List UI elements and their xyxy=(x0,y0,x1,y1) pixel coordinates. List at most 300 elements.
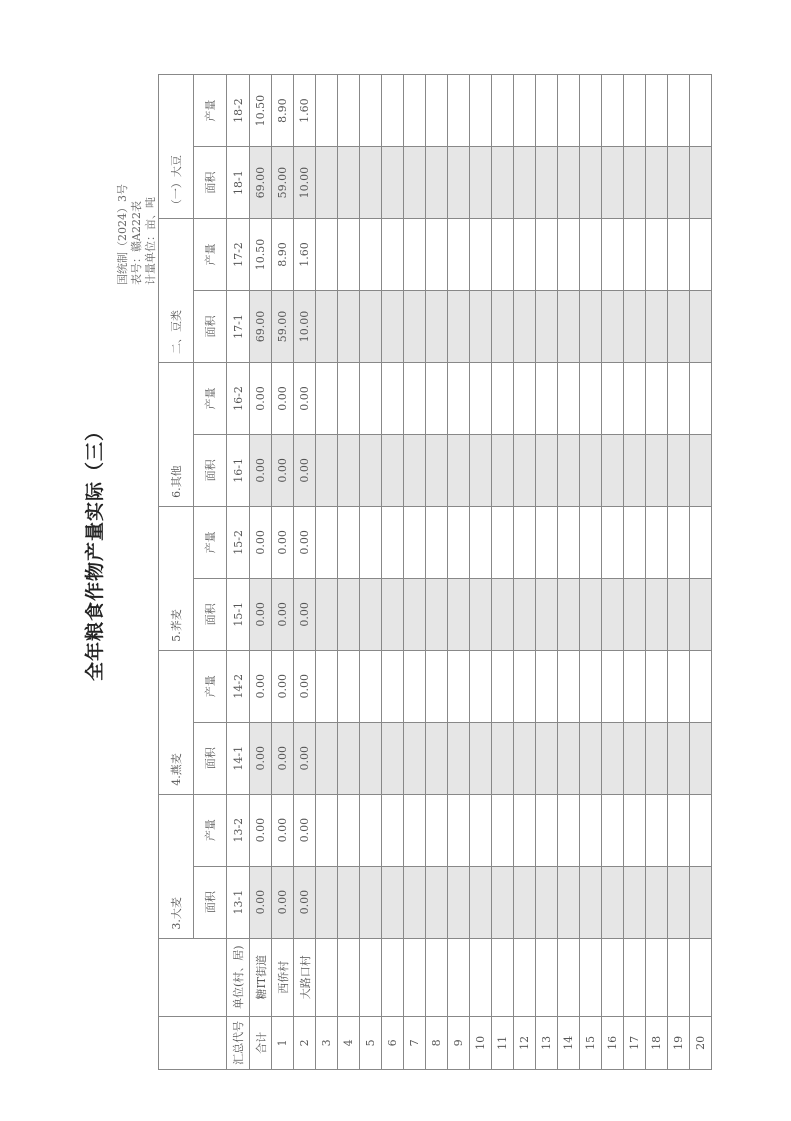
value-cell xyxy=(580,794,602,866)
value-cell xyxy=(360,434,382,506)
area-header: 面积 xyxy=(194,578,227,650)
value-cell xyxy=(690,506,712,578)
value-cell xyxy=(470,578,492,650)
value-cell: 0.00 xyxy=(250,722,272,794)
value-cell xyxy=(338,722,360,794)
value-cell xyxy=(646,219,668,291)
value-cell xyxy=(624,362,646,434)
value-cell xyxy=(536,434,558,506)
value-cell xyxy=(690,722,712,794)
value-cell xyxy=(316,75,338,147)
value-cell: 0.00 xyxy=(294,434,316,506)
value-cell xyxy=(646,650,668,722)
page-title: 全年粮食作物产量实际（三） xyxy=(84,421,106,682)
value-cell xyxy=(426,506,448,578)
value-cell: 0.00 xyxy=(272,866,294,938)
value-cell xyxy=(492,506,514,578)
value-cell xyxy=(668,650,690,722)
value-cell xyxy=(426,650,448,722)
value-cell xyxy=(580,291,602,363)
value-cell xyxy=(448,75,470,147)
value-cell xyxy=(492,362,514,434)
column-code: 15-1 xyxy=(227,578,250,650)
value-cell xyxy=(448,866,470,938)
value-cell xyxy=(580,362,602,434)
value-cell xyxy=(668,291,690,363)
value-cell xyxy=(646,866,668,938)
table-row xyxy=(448,75,470,1070)
value-cell: 0.00 xyxy=(250,434,272,506)
value-cell xyxy=(646,578,668,650)
value-cell xyxy=(492,866,514,938)
value-cell xyxy=(624,434,646,506)
row-code: 16 xyxy=(602,1016,624,1069)
value-cell xyxy=(360,722,382,794)
value-cell: 0.00 xyxy=(294,362,316,434)
value-cell xyxy=(470,434,492,506)
table-row xyxy=(514,75,536,1070)
table-row xyxy=(250,75,272,1070)
value-cell xyxy=(316,291,338,363)
row-code: 5 xyxy=(360,1016,382,1069)
value-cell xyxy=(624,578,646,650)
value-cell xyxy=(382,362,404,434)
value-cell xyxy=(558,866,580,938)
row-unit-name xyxy=(316,938,338,1016)
row-code: 13 xyxy=(536,1016,558,1069)
value-cell xyxy=(492,219,514,291)
table-row xyxy=(470,75,492,1070)
value-cell xyxy=(492,650,514,722)
value-cell xyxy=(624,650,646,722)
row-unit-name xyxy=(624,938,646,1016)
form-table-number: 表号：赣A222表 xyxy=(130,201,143,285)
value-cell xyxy=(602,75,624,147)
table-row xyxy=(382,75,404,1070)
value-cell xyxy=(360,291,382,363)
value-cell xyxy=(448,291,470,363)
value-cell: 59.00 xyxy=(272,147,294,219)
row-unit-name xyxy=(558,938,580,1016)
value-cell xyxy=(580,147,602,219)
row-code: 12 xyxy=(514,1016,536,1069)
output-header: 产量 xyxy=(194,362,227,434)
value-cell xyxy=(382,794,404,866)
value-cell xyxy=(426,75,448,147)
column-code: 18-2 xyxy=(227,75,250,147)
table-row xyxy=(690,75,712,1070)
value-cell: 0.00 xyxy=(250,362,272,434)
value-cell xyxy=(602,650,624,722)
value-cell xyxy=(426,291,448,363)
value-cell xyxy=(492,794,514,866)
value-cell: 10.00 xyxy=(294,291,316,363)
value-cell xyxy=(316,578,338,650)
value-cell xyxy=(690,75,712,147)
value-cell xyxy=(580,506,602,578)
value-cell xyxy=(514,434,536,506)
value-cell xyxy=(646,794,668,866)
value-cell xyxy=(316,506,338,578)
row-code: 19 xyxy=(668,1016,690,1069)
value-cell xyxy=(624,722,646,794)
value-cell xyxy=(602,722,624,794)
row-unit-name: 西侨村 xyxy=(272,938,294,1016)
value-cell: 0.00 xyxy=(272,362,294,434)
area-header: 面积 xyxy=(194,866,227,938)
value-cell xyxy=(690,866,712,938)
value-cell xyxy=(404,75,426,147)
value-cell xyxy=(448,362,470,434)
value-cell xyxy=(558,506,580,578)
value-cell xyxy=(316,362,338,434)
row-unit-name xyxy=(470,938,492,1016)
table-row xyxy=(536,75,558,1070)
value-cell xyxy=(470,291,492,363)
value-cell: 10.50 xyxy=(250,75,272,147)
table-row xyxy=(294,75,316,1070)
value-cell xyxy=(602,866,624,938)
row-code: 15 xyxy=(580,1016,602,1069)
value-cell xyxy=(514,147,536,219)
measurement-unit: 计量单位：亩、吨 xyxy=(144,197,157,285)
value-cell xyxy=(558,434,580,506)
value-cell xyxy=(690,219,712,291)
value-cell xyxy=(602,362,624,434)
column-code: 18-1 xyxy=(227,147,250,219)
value-cell xyxy=(514,219,536,291)
value-cell xyxy=(360,362,382,434)
row-unit-name xyxy=(536,938,558,1016)
value-cell xyxy=(426,866,448,938)
value-cell xyxy=(338,147,360,219)
row-unit-name xyxy=(690,938,712,1016)
table-row xyxy=(624,75,646,1070)
row-code: 20 xyxy=(690,1016,712,1069)
output-header: 产量 xyxy=(194,75,227,147)
value-cell: 0.00 xyxy=(272,506,294,578)
value-cell xyxy=(646,506,668,578)
row-code: 7 xyxy=(404,1016,426,1069)
value-cell xyxy=(470,722,492,794)
value-cell xyxy=(690,147,712,219)
value-cell xyxy=(448,794,470,866)
output-header: 产量 xyxy=(194,794,227,866)
value-cell xyxy=(360,866,382,938)
row-unit-name xyxy=(668,938,690,1016)
value-cell xyxy=(426,362,448,434)
value-cell xyxy=(690,434,712,506)
value-cell xyxy=(580,75,602,147)
value-cell xyxy=(426,219,448,291)
value-cell xyxy=(668,722,690,794)
table-row xyxy=(404,75,426,1070)
column-code: 16-2 xyxy=(227,362,250,434)
value-cell xyxy=(514,650,536,722)
row-unit-name xyxy=(426,938,448,1016)
row-code: 合计 xyxy=(250,1016,272,1069)
value-cell: 0.00 xyxy=(272,578,294,650)
row-unit-name xyxy=(382,938,404,1016)
row-unit-name xyxy=(646,938,668,1016)
value-cell xyxy=(646,434,668,506)
output-header: 产量 xyxy=(194,650,227,722)
value-cell: 0.00 xyxy=(250,794,272,866)
value-cell xyxy=(316,147,338,219)
value-cell xyxy=(558,362,580,434)
row-unit-name xyxy=(492,938,514,1016)
row-unit-name: 大路口村 xyxy=(294,938,316,1016)
value-cell xyxy=(492,434,514,506)
value-cell xyxy=(514,362,536,434)
value-cell xyxy=(580,219,602,291)
value-cell xyxy=(338,291,360,363)
value-cell xyxy=(338,362,360,434)
value-cell: 59.00 xyxy=(272,291,294,363)
column-code: 14-1 xyxy=(227,722,250,794)
value-cell: 0.00 xyxy=(272,434,294,506)
value-cell xyxy=(382,219,404,291)
table-row xyxy=(558,75,580,1070)
row-code: 4 xyxy=(338,1016,360,1069)
value-cell xyxy=(470,219,492,291)
value-cell xyxy=(404,866,426,938)
table-row xyxy=(580,75,602,1070)
table-row xyxy=(316,75,338,1070)
value-cell: 10.50 xyxy=(250,219,272,291)
row-unit-name xyxy=(448,938,470,1016)
column-code: 17-1 xyxy=(227,291,250,363)
value-cell xyxy=(602,147,624,219)
value-cell xyxy=(382,722,404,794)
value-cell xyxy=(404,362,426,434)
value-cell xyxy=(558,578,580,650)
value-cell xyxy=(470,75,492,147)
row-code: 10 xyxy=(470,1016,492,1069)
value-cell xyxy=(580,578,602,650)
value-cell xyxy=(470,650,492,722)
value-cell xyxy=(602,578,624,650)
row-code: 14 xyxy=(558,1016,580,1069)
value-cell xyxy=(514,722,536,794)
value-cell xyxy=(536,75,558,147)
value-cell xyxy=(624,219,646,291)
value-cell xyxy=(514,506,536,578)
value-cell xyxy=(360,75,382,147)
value-cell xyxy=(558,75,580,147)
value-cell xyxy=(426,434,448,506)
value-cell xyxy=(536,291,558,363)
value-cell xyxy=(448,650,470,722)
value-cell xyxy=(690,578,712,650)
value-cell: 0.00 xyxy=(294,578,316,650)
value-cell xyxy=(514,75,536,147)
group-header-buckwheat: 5.荞麦 xyxy=(159,506,194,650)
value-cell: 1.60 xyxy=(294,219,316,291)
value-cell: 0.00 xyxy=(250,866,272,938)
value-cell xyxy=(382,650,404,722)
value-cell xyxy=(624,291,646,363)
value-cell xyxy=(602,794,624,866)
column-code: 17-2 xyxy=(227,219,250,291)
value-cell xyxy=(668,434,690,506)
value-cell xyxy=(448,722,470,794)
value-cell xyxy=(404,650,426,722)
area-header: 面积 xyxy=(194,722,227,794)
value-cell xyxy=(558,722,580,794)
value-cell xyxy=(558,291,580,363)
value-cell xyxy=(536,219,558,291)
value-cell xyxy=(580,650,602,722)
row-code: 8 xyxy=(426,1016,448,1069)
value-cell xyxy=(404,722,426,794)
value-cell xyxy=(602,291,624,363)
value-cell xyxy=(646,362,668,434)
value-cell xyxy=(668,75,690,147)
value-cell: 0.00 xyxy=(250,650,272,722)
value-cell xyxy=(536,578,558,650)
value-cell xyxy=(360,650,382,722)
row-code: 1 xyxy=(272,1016,294,1069)
value-cell xyxy=(470,794,492,866)
value-cell xyxy=(404,291,426,363)
group-header-barley: 3.大麦 xyxy=(159,794,194,938)
value-cell xyxy=(448,219,470,291)
table-row xyxy=(426,75,448,1070)
row-unit-name xyxy=(580,938,602,1016)
value-cell xyxy=(426,794,448,866)
value-cell xyxy=(448,506,470,578)
value-cell xyxy=(602,219,624,291)
value-cell xyxy=(470,866,492,938)
value-cell xyxy=(668,794,690,866)
value-cell xyxy=(426,147,448,219)
value-cell: 0.00 xyxy=(272,650,294,722)
table-row xyxy=(360,75,382,1070)
value-cell: 8.90 xyxy=(272,219,294,291)
area-header: 面积 xyxy=(194,291,227,363)
value-cell xyxy=(360,578,382,650)
row-unit-name xyxy=(338,938,360,1016)
value-cell xyxy=(470,362,492,434)
value-cell xyxy=(448,147,470,219)
unit-header: 单位(村、居) xyxy=(227,938,250,1016)
value-cell xyxy=(668,219,690,291)
value-cell xyxy=(338,219,360,291)
value-cell xyxy=(382,147,404,219)
value-cell xyxy=(360,506,382,578)
table-row xyxy=(492,75,514,1070)
value-cell: 8.90 xyxy=(272,75,294,147)
value-cell xyxy=(580,722,602,794)
value-cell xyxy=(316,794,338,866)
value-cell xyxy=(690,650,712,722)
value-cell xyxy=(690,794,712,866)
table-row xyxy=(272,75,294,1070)
value-cell xyxy=(470,147,492,219)
value-cell xyxy=(426,578,448,650)
value-cell xyxy=(448,434,470,506)
value-cell xyxy=(404,219,426,291)
value-cell xyxy=(382,291,404,363)
group-header-beans: 二、豆类 xyxy=(159,219,194,363)
column-code: 13-1 xyxy=(227,866,250,938)
row-code: 2 xyxy=(294,1016,316,1069)
value-cell xyxy=(514,578,536,650)
value-cell xyxy=(690,362,712,434)
table-row xyxy=(668,75,690,1070)
value-cell xyxy=(558,147,580,219)
value-cell xyxy=(316,434,338,506)
value-cell xyxy=(668,506,690,578)
value-cell xyxy=(536,650,558,722)
value-cell: 0.00 xyxy=(294,794,316,866)
row-unit-name xyxy=(602,938,624,1016)
value-cell: 0.00 xyxy=(294,506,316,578)
form-approval-number: 国统制（2024）3号 xyxy=(116,184,129,285)
column-code: 13-2 xyxy=(227,794,250,866)
value-cell: 0.00 xyxy=(250,506,272,578)
column-code: 14-2 xyxy=(227,650,250,722)
value-cell xyxy=(492,147,514,219)
value-cell xyxy=(646,291,668,363)
value-cell: 0.00 xyxy=(272,794,294,866)
value-cell: 0.00 xyxy=(294,650,316,722)
output-header: 产量 xyxy=(194,506,227,578)
value-cell xyxy=(316,866,338,938)
value-cell xyxy=(624,75,646,147)
value-cell xyxy=(514,794,536,866)
row-unit-name: 糖IT街道 xyxy=(250,938,272,1016)
output-header: 产量 xyxy=(194,219,227,291)
value-cell: 0.00 xyxy=(250,578,272,650)
value-cell xyxy=(338,434,360,506)
value-cell xyxy=(360,147,382,219)
table-row xyxy=(338,75,360,1070)
value-cell xyxy=(316,722,338,794)
value-cell xyxy=(558,650,580,722)
value-cell xyxy=(426,722,448,794)
value-cell xyxy=(382,434,404,506)
value-cell xyxy=(624,147,646,219)
value-cell xyxy=(404,434,426,506)
group-header-oats: 4.燕麦 xyxy=(159,650,194,794)
value-cell: 0.00 xyxy=(294,722,316,794)
value-cell xyxy=(360,794,382,866)
value-cell xyxy=(382,506,404,578)
value-cell xyxy=(338,506,360,578)
value-cell xyxy=(536,794,558,866)
value-cell xyxy=(558,219,580,291)
value-cell xyxy=(536,362,558,434)
value-cell xyxy=(404,794,426,866)
group-header-other: 6.其他 xyxy=(159,362,194,506)
value-cell xyxy=(514,866,536,938)
row-code: 3 xyxy=(316,1016,338,1069)
summary-code-header: 汇总代号 xyxy=(227,1016,250,1069)
value-cell xyxy=(492,291,514,363)
value-cell xyxy=(492,578,514,650)
value-cell xyxy=(382,578,404,650)
value-cell xyxy=(580,866,602,938)
value-cell xyxy=(338,650,360,722)
value-cell xyxy=(624,866,646,938)
area-header: 面积 xyxy=(194,434,227,506)
value-cell: 0.00 xyxy=(272,722,294,794)
value-cell xyxy=(382,866,404,938)
value-cell xyxy=(580,434,602,506)
value-cell xyxy=(536,722,558,794)
